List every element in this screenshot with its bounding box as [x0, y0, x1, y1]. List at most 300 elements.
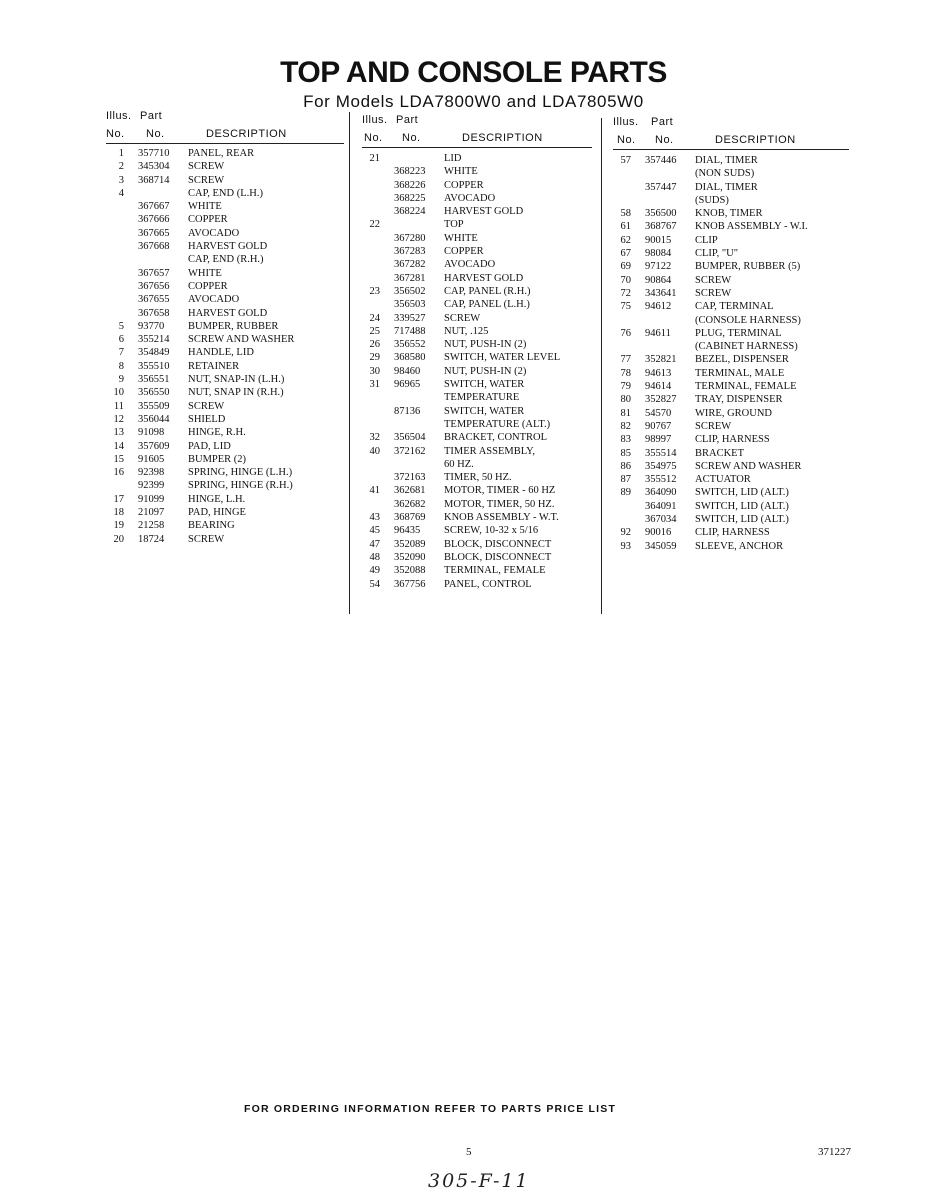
illus-number: 24	[369, 312, 380, 324]
parts-rows	[362, 152, 592, 591]
part-number: 90767	[645, 420, 672, 432]
illus-number: 17	[113, 493, 124, 505]
parts-row	[362, 538, 592, 551]
part-description: SWITCH, LID (ALT.)	[695, 500, 789, 512]
part-description: SCREW	[188, 161, 225, 173]
part-description: KNOB ASSEMBLY - W.I.	[695, 221, 808, 233]
part-number: 355509	[138, 400, 170, 412]
part-description: SCREW	[695, 287, 732, 299]
part-description: MOTOR, TIMER - 60 HZ	[444, 485, 556, 497]
parts-row	[362, 232, 592, 245]
parts-row	[362, 165, 592, 178]
illus-number: 75	[620, 301, 631, 313]
description-header: DESCRIPTION	[206, 128, 287, 140]
part-description: TEMPERATURE (ALT.)	[444, 418, 551, 430]
parts-row	[106, 293, 344, 306]
parts-row	[362, 564, 592, 577]
illus-header: Illus.	[362, 114, 388, 126]
part-description: DIAL, TIMER	[695, 181, 758, 193]
part-description: RETAINER	[188, 360, 240, 372]
parts-row	[613, 393, 849, 406]
illus-number: 26	[369, 339, 380, 351]
header-rule	[613, 149, 849, 150]
parts-row	[613, 407, 849, 420]
parts-row	[613, 380, 849, 393]
parts-row	[106, 307, 344, 320]
part-number: 368769	[394, 512, 426, 524]
part-number: 367756	[394, 578, 426, 590]
illus-number: 69	[620, 261, 631, 273]
part-description: AVOCADO	[444, 259, 496, 271]
part-description: HANDLE, LID	[188, 347, 254, 359]
part-description: AVOCADO	[444, 192, 496, 204]
part-number: 357447	[645, 181, 677, 193]
illus-number: 78	[620, 367, 631, 379]
column-header	[362, 114, 592, 148]
parts-row	[362, 405, 592, 418]
part-description: SCREW	[444, 312, 481, 324]
part-description: (SUDS)	[695, 194, 729, 206]
parts-row	[106, 267, 344, 280]
part-number: 98460	[394, 365, 421, 377]
part-description: DIAL, TIMER	[695, 155, 758, 166]
ordering-info-footer: FOR ORDERING INFORMATION REFER TO PARTS PRICE LIST	[244, 1103, 617, 1115]
part-description: HARVEST GOLD	[188, 241, 268, 253]
parts-row	[106, 160, 344, 173]
parts-row	[106, 519, 344, 532]
part-description: (CONSOLE HARNESS)	[695, 314, 801, 326]
part-description: HINGE, R.H.	[188, 427, 246, 439]
parts-row	[106, 320, 344, 333]
part-number: 362681	[394, 485, 426, 497]
parts-row	[362, 218, 592, 231]
parts-row	[106, 493, 344, 506]
part-number: 368223	[394, 166, 426, 178]
parts-row	[106, 174, 344, 187]
part-description: (NON SUDS)	[695, 168, 755, 180]
parts-row	[613, 486, 849, 499]
part-description: HARVEST GOLD	[444, 206, 524, 218]
part-number: 355510	[138, 360, 170, 372]
no-header: No.	[364, 132, 383, 144]
parts-row	[613, 181, 849, 194]
illus-number: 41	[369, 485, 380, 497]
part-number: 352827	[645, 394, 677, 406]
illus-number: 18	[113, 507, 124, 519]
parts-row	[106, 280, 344, 293]
illus-number: 15	[113, 453, 124, 465]
illus-number: 79	[620, 381, 631, 393]
illus-number: 12	[113, 413, 124, 425]
parts-row	[613, 367, 849, 380]
parts-row	[362, 578, 592, 591]
part-description: CLIP, "U"	[695, 248, 738, 260]
part-description: PAD, LID	[188, 440, 231, 452]
parts-row	[362, 285, 592, 298]
part-description: KNOB ASSEMBLY - W.T.	[444, 512, 559, 524]
parts-column-1	[106, 110, 344, 546]
parts-row	[613, 420, 849, 433]
part-description: CAP, END (R.H.)	[188, 254, 264, 266]
column-header	[106, 110, 344, 144]
parts-row	[362, 458, 592, 471]
part-number: 367282	[394, 259, 426, 271]
part-description: LID	[444, 153, 462, 164]
parts-row	[613, 540, 849, 553]
part-description: SCREW	[695, 420, 732, 432]
part-no-header: No.	[146, 128, 165, 140]
parts-row	[106, 453, 344, 466]
parts-row	[362, 312, 592, 325]
parts-row	[106, 360, 344, 373]
illus-number: 8	[118, 360, 124, 372]
part-number: 91099	[138, 493, 165, 505]
part-description: HINGE, L.H.	[188, 493, 246, 505]
part-number: 355214	[138, 334, 170, 346]
parts-row	[613, 207, 849, 220]
column-header	[613, 116, 849, 150]
part-number: 94614	[645, 381, 672, 393]
parts-row	[362, 338, 592, 351]
part-number: 354849	[138, 347, 170, 359]
illus-number: 10	[113, 387, 124, 399]
part-number: 372162	[394, 445, 426, 457]
parts-row	[613, 247, 849, 260]
part-number: 357446	[645, 155, 677, 166]
page-number: 5	[466, 1146, 472, 1158]
part-number: 367656	[138, 280, 170, 292]
part-number: 96965	[394, 379, 421, 391]
part-description: NUT, .125	[444, 325, 489, 337]
parts-row	[613, 500, 849, 513]
part-number: 94611	[645, 327, 671, 339]
part-description: BLOCK, DISCONNECT	[444, 551, 552, 563]
part-description: AVOCADO	[188, 294, 240, 306]
part-description: KNOB, TIMER	[695, 208, 763, 220]
part-description: TERMINAL, FEMALE	[695, 381, 797, 393]
parts-row	[106, 373, 344, 386]
header-rule	[106, 143, 344, 144]
part-description: CAP, END (L.H.)	[188, 187, 263, 199]
part-description: SPRING, HINGE (L.H.)	[188, 467, 293, 479]
part-description: TOP	[444, 219, 464, 231]
part-number: 357710	[138, 148, 170, 159]
part-description: SCREW	[188, 533, 225, 545]
parts-row	[613, 433, 849, 446]
part-description: PAD, HINGE	[188, 507, 246, 519]
part-number: 368580	[394, 352, 426, 364]
parts-row	[362, 391, 592, 404]
part-description: HARVEST GOLD	[444, 272, 524, 284]
part-header: Part	[651, 116, 674, 128]
part-number: 368225	[394, 192, 426, 204]
parts-row	[362, 192, 592, 205]
part-description: WHITE	[444, 232, 478, 244]
part-number: 90015	[645, 234, 672, 246]
illus-number: 70	[620, 274, 631, 286]
part-no-header: No.	[655, 134, 674, 146]
part-no-header: No.	[402, 132, 421, 144]
part-number: 367655	[138, 294, 170, 306]
parts-row	[362, 179, 592, 192]
part-number: 90016	[645, 527, 672, 539]
part-description: COPPER	[444, 246, 484, 258]
part-number: 717488	[394, 325, 426, 337]
illus-number: 6	[118, 334, 124, 346]
part-description: TEMPERATURE	[444, 392, 520, 404]
parts-row	[613, 167, 849, 180]
parts-row	[362, 378, 592, 391]
column-divider	[601, 118, 602, 614]
part-header: Part	[396, 114, 419, 126]
part-description: SWITCH, LID (ALT.)	[695, 514, 789, 526]
part-number: 98084	[645, 248, 672, 260]
illus-number: 62	[620, 234, 631, 246]
parts-row	[106, 400, 344, 413]
part-description: COPPER	[188, 214, 228, 226]
description-header: DESCRIPTION	[715, 134, 796, 146]
illus-number: 93	[620, 540, 631, 552]
parts-row	[613, 460, 849, 473]
parts-row	[106, 346, 344, 359]
parts-row	[362, 431, 592, 444]
part-description: PANEL, REAR	[188, 148, 255, 159]
part-number: 364091	[645, 500, 677, 512]
illus-number: 43	[369, 512, 380, 524]
illus-number: 20	[113, 533, 124, 545]
parts-rows	[613, 154, 849, 553]
part-number: 343641	[645, 287, 677, 299]
part-description: TRAY, DISPENSER	[695, 394, 783, 406]
part-number: 367657	[138, 267, 170, 279]
parts-rows	[106, 147, 344, 546]
parts-row	[106, 253, 344, 266]
part-description: SCREW	[695, 274, 732, 286]
header-rule	[362, 147, 592, 148]
illus-number: 3	[118, 174, 124, 186]
parts-row	[613, 260, 849, 273]
part-number: 357609	[138, 440, 170, 452]
parts-row	[362, 258, 592, 271]
illus-header: Illus.	[613, 116, 639, 128]
parts-row	[613, 473, 849, 486]
part-number: 92398	[138, 467, 165, 479]
part-description: CAP, TERMINAL	[695, 301, 774, 313]
illus-number: 61	[620, 221, 631, 233]
part-number: 354975	[645, 460, 677, 472]
part-description: WIRE, GROUND	[695, 407, 772, 419]
page-title: TOP AND CONSOLE PARTS	[280, 56, 667, 89]
part-description: NUT, SNAP IN (R.H.)	[188, 387, 284, 399]
part-number: 96435	[394, 525, 421, 537]
parts-row	[362, 418, 592, 431]
illus-number: 81	[620, 407, 631, 419]
part-description: PLUG, TERMINAL	[695, 327, 782, 339]
part-number: 355512	[645, 474, 677, 486]
part-number: 367283	[394, 246, 426, 258]
parts-row	[106, 466, 344, 479]
part-description: PANEL, CONTROL	[444, 578, 532, 590]
part-number: 368224	[394, 206, 426, 218]
part-number: 367665	[138, 227, 170, 239]
part-description: CLIP, HARNESS	[695, 434, 770, 446]
parts-row	[362, 484, 592, 497]
parts-row	[106, 506, 344, 519]
part-number: 356503	[394, 299, 426, 311]
illus-number: 54	[369, 578, 380, 590]
part-description: 60 HZ.	[444, 458, 474, 470]
illus-number: 4	[118, 187, 124, 199]
part-number: 364090	[645, 487, 677, 499]
parts-row	[106, 187, 344, 200]
illus-number: 22	[369, 219, 380, 231]
part-number: 98997	[645, 434, 672, 446]
parts-row	[362, 524, 592, 537]
illus-number: 32	[369, 432, 380, 444]
parts-row	[613, 220, 849, 233]
no-header: No.	[106, 128, 125, 140]
illus-number: 45	[369, 525, 380, 537]
part-number: 90864	[645, 274, 672, 286]
part-description: BLOCK, DISCONNECT	[444, 538, 552, 550]
part-description: BUMPER, RUBBER (5)	[695, 261, 801, 273]
illus-number: 87	[620, 474, 631, 486]
illus-number: 5	[118, 320, 124, 332]
illus-number: 92	[620, 527, 631, 539]
illus-number: 25	[369, 325, 380, 337]
part-number: 352089	[394, 538, 426, 550]
part-number: 94613	[645, 367, 672, 379]
parts-row	[362, 325, 592, 338]
part-number: 356552	[394, 339, 426, 351]
illus-number: 85	[620, 447, 631, 459]
part-description: SCREW AND WASHER	[695, 460, 802, 472]
document-number: 371227	[818, 1146, 851, 1158]
part-number: 87136	[394, 405, 421, 417]
illus-number: 47	[369, 538, 380, 550]
illus-number: 2	[118, 161, 124, 173]
illus-number: 72	[620, 287, 631, 299]
parts-row	[106, 479, 344, 492]
part-number: 356502	[394, 285, 426, 297]
part-description: TIMER ASSEMBLY,	[444, 445, 535, 457]
parts-row	[362, 498, 592, 511]
part-number: 352090	[394, 551, 426, 563]
parts-row	[362, 205, 592, 218]
part-number: 91605	[138, 453, 165, 465]
part-description: BUMPER (2)	[188, 453, 247, 465]
parts-row	[362, 245, 592, 258]
part-description: WHITE	[188, 267, 222, 279]
part-number: 21097	[138, 507, 165, 519]
part-description: (CABINET HARNESS)	[695, 341, 798, 353]
part-description: TIMER, 50 HZ.	[444, 472, 512, 484]
no-header: No.	[617, 134, 636, 146]
part-number: 356044	[138, 413, 170, 425]
part-description: SWITCH, WATER	[444, 379, 525, 391]
parts-row	[362, 351, 592, 364]
part-description: BRACKET	[695, 447, 745, 459]
illus-number: 40	[369, 445, 380, 457]
part-number: 367658	[138, 307, 170, 319]
part-number: 21258	[138, 520, 165, 532]
part-description: BUMPER, RUBBER	[188, 320, 279, 332]
parts-row	[106, 227, 344, 240]
part-number: 368714	[138, 174, 170, 186]
part-number: 367666	[138, 214, 170, 226]
illus-number: 23	[369, 285, 380, 297]
parts-row	[362, 471, 592, 484]
illus-number: 77	[620, 354, 631, 366]
part-description: CAP, PANEL (R.H.)	[444, 285, 531, 297]
parts-column-3	[613, 116, 849, 553]
parts-row	[106, 426, 344, 439]
part-header: Part	[140, 110, 163, 122]
illus-number: 9	[118, 374, 124, 386]
parts-row	[106, 413, 344, 426]
illus-number: 83	[620, 434, 631, 446]
part-description: NUT, SNAP-IN (L.H.)	[188, 374, 285, 386]
illus-number: 58	[620, 208, 631, 220]
parts-row	[362, 511, 592, 524]
parts-row	[613, 526, 849, 539]
part-number: 367667	[138, 201, 170, 213]
part-number: 345304	[138, 161, 170, 173]
illus-number: 7	[118, 347, 124, 359]
part-number: 91098	[138, 427, 165, 439]
part-description: SWITCH, WATER LEVEL	[444, 352, 561, 364]
illus-number: 21	[369, 153, 380, 164]
illus-number: 67	[620, 248, 631, 260]
parts-row	[613, 154, 849, 167]
part-description: SCREW AND WASHER	[188, 334, 295, 346]
parts-row	[613, 194, 849, 207]
illus-number: 76	[620, 327, 631, 339]
parts-row	[106, 333, 344, 346]
illus-number: 19	[113, 520, 124, 532]
part-description: WHITE	[188, 201, 222, 213]
part-number: 97122	[645, 261, 672, 273]
part-description: COPPER	[444, 179, 484, 191]
illus-number: 89	[620, 487, 631, 499]
part-description: TERMINAL, MALE	[695, 367, 785, 379]
part-number: 356504	[394, 432, 426, 444]
parts-row	[613, 327, 849, 340]
part-number: 356550	[138, 387, 170, 399]
parts-row	[613, 234, 849, 247]
part-description: BRACKET, CONTROL	[444, 432, 548, 444]
illus-number: 11	[113, 400, 124, 412]
page-subtitle: For Models LDA7800W0 and LDA7805W0	[303, 92, 644, 111]
parts-row	[362, 152, 592, 165]
parts-row	[362, 272, 592, 285]
part-description: CAP, PANEL (L.H.)	[444, 299, 530, 311]
part-description: HARVEST GOLD	[188, 307, 268, 319]
part-description: SLEEVE, ANCHOR	[695, 540, 784, 552]
illus-number: 30	[369, 365, 380, 377]
illus-number: 29	[369, 352, 380, 364]
part-description: AVOCADO	[188, 227, 240, 239]
illus-number: 86	[620, 460, 631, 472]
part-number: 352821	[645, 354, 677, 366]
illus-number: 31	[369, 379, 380, 391]
part-description: SHIELD	[188, 413, 226, 425]
illus-number: 57	[620, 155, 631, 166]
parts-row	[362, 365, 592, 378]
parts-row	[613, 300, 849, 313]
illus-header: Illus.	[106, 110, 132, 122]
column-divider	[349, 112, 350, 614]
